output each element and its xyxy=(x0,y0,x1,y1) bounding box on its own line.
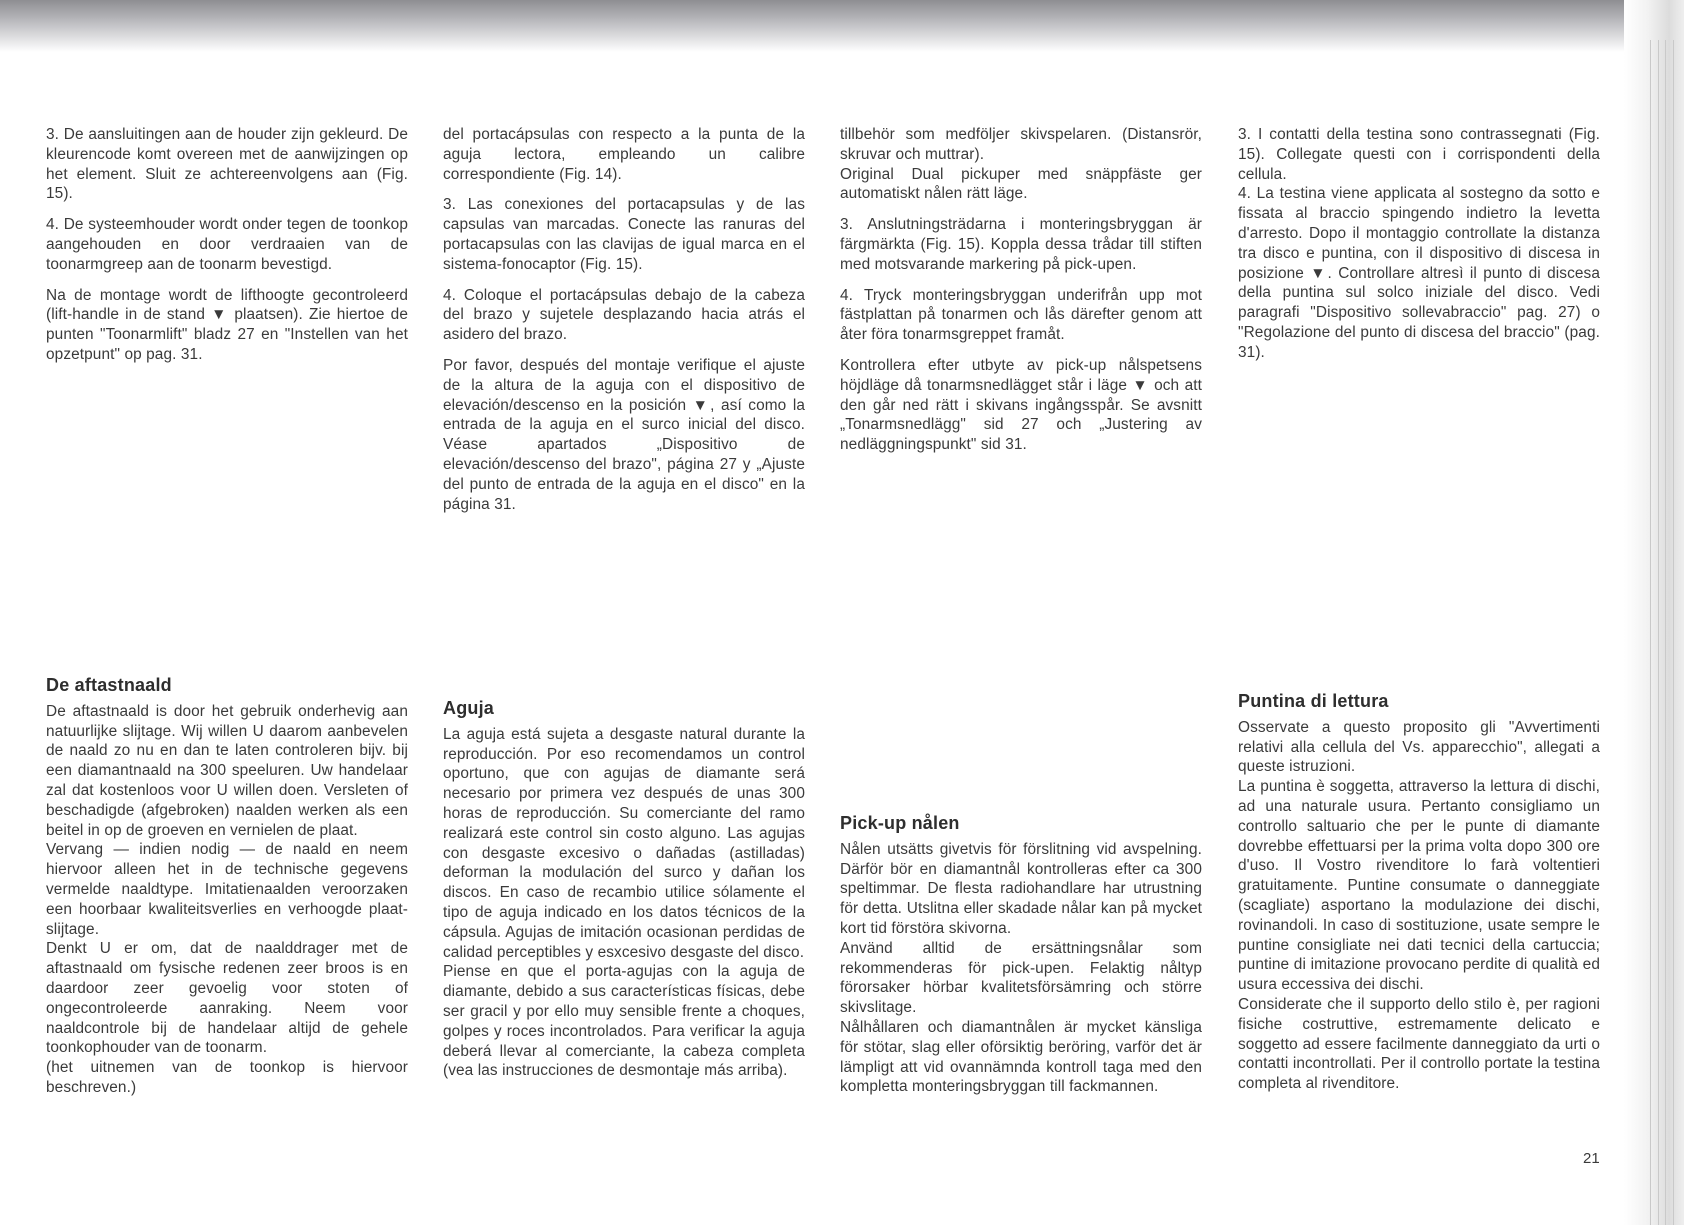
paragraph: 3. Anslutningsträdarna i monteringsbryggan är färgmärkta (Fig. 15). Koppla dessa trådar till stiften med motsvarande markering på pick-upen. xyxy=(840,216,1202,273)
paragraph: Na de montage wordt de lifthoogte gecontroleerd (lift-handle in de stand ▼ plaatsen). Zie hiertoe de punten "Toonarmlift" bladz 27 en "Instellen van het opzetpunt" op pag. 31. xyxy=(46,286,408,363)
paragraph: Använd alltid de ersättningsnålar som rekommenderas för pick-upen. Felaktig nåltyp förorsaker hörbar kvalitetsförsämring och större skivslitage. xyxy=(840,939,1202,1017)
column-swedish-top xyxy=(840,125,1202,466)
page-edge-line xyxy=(1658,40,1659,1225)
paragraph: Osservate a questo proposito gli "Avvertimenti relativi alla cellula del Vs. apparecchio", allegati a queste istruzioni. xyxy=(1238,718,1600,776)
paragraph: Nålhållaren och diamantnålen är mycket känsliga för stötar, slag eller oförsiktig beröring, varför det är lämpligt att vid ovannämnda kontroll taga med den kompletta monteringsbryggan till fackmannen. xyxy=(840,1018,1202,1096)
section-heading: Puntina di lettura xyxy=(1238,691,1389,711)
paragraph: 4. Tryck monteringsbryggan underifrån upp mot fästplattan på tonarmen och lås därefter genom att åter föra tonarmsgreppet framåt. xyxy=(840,286,1202,344)
paragraph: (het uitnemen van de toonkop is hiervoor beschreven.) xyxy=(46,1059,408,1096)
column-dutch-top xyxy=(46,125,408,376)
paragraph: tillbehör som medföljer skivspelaren. (Distansrör, skruvar och muttrar). xyxy=(840,126,1202,163)
column-italian-top xyxy=(1238,125,1600,374)
paragraph: Original Dual pickuper med snäppfäste ger automatiskt nålen rätt läge. xyxy=(840,165,1202,203)
paragraph: 4. De systeemhouder wordt onder tegen de toonkop aangehouden en door verdraaien van de toonarmgreep aan de toonarm bevestigd. xyxy=(46,216,408,273)
paragraph: 3. Las conexiones del portacapsulas y de las capsulas van marcadas. Conecte las ranuras del portacapsulas con las clavijas de igual marca en el sistema-fonocaptor (Fig. 15). xyxy=(443,196,805,273)
section-heading: Aguja xyxy=(443,698,495,718)
page-edge-line xyxy=(1650,40,1651,1225)
paragraph: Considerate che il supporto dello stilo è, per ragioni fisiche costruttive, estremamente delicato e soggetto ad essere facilmente danneggiato da urti o contatti incontrollati. Per il controllo portate la testina completa al rivenditore. xyxy=(1238,995,1600,1093)
paragraph: Piense en que el porta-agujas con la aguja de diamante, debido a sus características físicas, debe ser gracil y por ello muy sensible frente a choques, golpes y roces incontrolados. Para verificar la aguja deberá llevar al comerciante, la cabeza completa (vea las instrucciones de desmontaje más arriba). xyxy=(443,963,805,1080)
paragraph: 4. La testina viene applicata al sostegno da sotto e fissata al braccio spingendo indietro la levetta d'arresto. Dopo il montaggio controllate la distanza tra disco e puntina, con il dispositivo di discesa in posizione ▼. Controllare altresì il punto di discesa della puntina sul solco iniziale del disco. Vedi paragrafi "Dispositivo sollevabraccio" pag. 27) o "Regolazione del punto di discesa del braccio" (pag. 31). xyxy=(1238,185,1600,361)
paragraph: De aftastnaald is door het gebruik onderhevig aan natuurlijke slijtage. Wij willen U daarom aanbevelen de naald zo nu en dan te laten controleren bijv. bij een diamantnaald na 300 speeluren. Uw handelaar zal dat kostenloos voor U willen doen. Versleten of beschadigde (afgebroken) naalden werken als een beitel in op de groeven en vernielen de plaat. xyxy=(46,702,408,839)
paragraph: Denkt U er om, dat de naalddrager met de aftastnaald om fysische redenen zeer broos is en daardoor zeer gevoelig voor stoten of ongecontroleerde aanraking. Neem voor naaldcontrole bij de handelaar altijd de gehele toonkophouder van de toonarm. xyxy=(46,940,408,1057)
paragraph: 4. Coloque el portacápsulas debajo de la cabeza del brazo y sujetele desplazando hacia atrás el asidero del brazo. xyxy=(443,286,805,344)
paragraph: del portacápsulas con respecto a la punta de la aguja lectora, empleando un calibre correspondiente (Fig. 14). xyxy=(443,126,805,183)
paragraph: Vervang — indien nodig — de naald en neem hiervoor alleen het in de technische gegevens vermelde naaldtype. Imitatienaalden veroorzaken een hoorbaar kwaliteitsverlies en verhoogde plaat-slijtage. xyxy=(46,841,408,938)
column-spanish-section xyxy=(443,699,805,1081)
section-heading: De aftastnaald xyxy=(46,675,172,695)
scan-top-shadow xyxy=(0,0,1684,52)
section-heading: Pick-up nålen xyxy=(840,813,960,833)
column-swedish-section xyxy=(840,814,1202,1097)
page-edge-line xyxy=(1673,40,1674,1225)
paragraph: 3. I contatti della testina sono contrassegnati (Fig. 15). Collegate questi con i corrispondenti della cellula. xyxy=(1238,126,1600,183)
paragraph: Nålen utsätts givetvis för förslitning vid avspelning. Därför bör en diamantnål kontrolleras efter ca 300 speltimmar. De flesta radiohandlare har utrustning för detta. Utslitna eller skadade nålar kan på mycket kort tid förstöra skivorna. xyxy=(840,840,1202,937)
column-dutch-section xyxy=(46,676,408,1098)
column-italian-section xyxy=(1238,692,1600,1094)
paragraph: La aguja está sujeta a desgaste natural durante la reproducción. Por eso recomendamos un control oportuno, que con agujas de diamante será necesario por primera vez después de unas 300 horas de reproducción. Su comerciante del ramo realizará este control sin costo alguno. Las agujas con desgaste excesivo o dañadas (astilladas) deforman la modulación del surco y dañan los discos. En caso de recambio utilice sólamente el tipo de aguja indicado en los datos técnicos de la cápsula. Agujas de imitación ocasionan perdidas de calidad perceptibles y esxcesivo desgaste del disco. xyxy=(443,725,805,961)
paragraph: La puntina è soggetta, attraverso la lettura di dischi, ad una naturale usura. Pertanto consigliamo un controllo saltuario che per le punte di diamante dovrebbe effettuarsi per la prima volta dopo 300 ore d'uso. Il Vostro rivenditore lo farà voltentieri gratuitamente. Puntine consumate o danneggiate (scagliate) asportano la modulazione dei dischi, rovinandoli. In caso di sostituzione, usate sempre le puntine consigliate nei dati tecnici della cartuccia; puntine di imitazione provocano perdite di qualità ed usura eccessiva dei dischi. xyxy=(1238,778,1600,994)
page-edge-line xyxy=(1665,40,1666,1225)
page-number: 21 xyxy=(1583,1150,1600,1167)
paragraph: Por favor, después del montaje verifique el ajuste de la altura de la aguja con el dispositivo de elevación/descenso en la posición ▼, así como la entrada de la aguja en el surco inicial del disco. Véase apartados „Dispositivo de elevación/descenso del brazo", página 27 y „Ajuste del punto de entrada de la aguja en el disco" en la página 31. xyxy=(443,356,805,513)
paragraph: Kontrollera efter utbyte av pick-up nålspetsens höjdläge då tonarmsnedlägget står i läge ▼ och att den går ned rätt i skivans ingångsspår. Se avsnitt „Tonarmsnedlägg" sid 27 och „Justering av nedläggningspunkt" sid 31. xyxy=(840,356,1202,454)
paragraph: 3. De aansluitingen aan de houder zijn gekleurd. De kleurencode komt overeen met de aanwijzingen op het element. Sluit ze achtereenvolgens aan (Fig. 15). xyxy=(46,126,408,203)
column-spanish-top xyxy=(443,125,805,525)
scan-right-edge xyxy=(1624,0,1684,1225)
